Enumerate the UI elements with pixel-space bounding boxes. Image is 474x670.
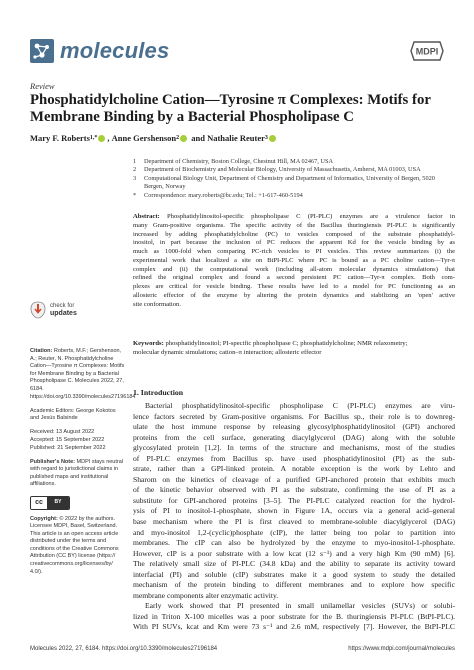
affiliation-item [133,192,453,200]
body-line: With PI SUVs, kcat and Km were 73 s⁻¹ and 2.6 mM, respectively [7]. However, the BtPI-PLC [133,622,455,632]
author-affil-sup: 3 [264,135,268,141]
abstract-line: inositol, in part because the inclusion of PC reduces the apparent Kd for the vesicle binding by as [133,239,455,247]
citation-label: Citation: [30,348,53,354]
body-line: lence factors secreted by Gram-positive organisms. For Bacillus sp., their role is to downreg- [133,411,455,421]
orcid-icon[interactable] [180,135,187,142]
affiliation-number: 1 [133,158,137,165]
body-line: Bacterial phosphatidylinositol-specific phospholipase C (PI-PLC) enzymes are viru- [145,401,455,410]
body-line: substitute for GPI-anchored proteins [3–5]. The PI-PLC catalyzed reaction for the hydrol- [133,495,455,505]
by-icon: BY [47,497,69,509]
abstract-line: site conformation. [133,300,181,308]
publisher-note-label: Publisher's Note: [30,458,76,465]
body-line: The relatively small size of PI-PLC (34.8 kDa) and the ability to separate its activity toward [133,559,455,569]
footer-doi[interactable]: Molecules 2022, 27, 6184. https://doi.org/10.3390/molecules27196184 [30,646,218,652]
citation-block [30,348,136,401]
mdpi-logo-icon [410,40,444,62]
orcid-icon[interactable] [98,135,105,142]
author-affil-sup: 1,* [89,135,98,141]
introduction-text [133,401,455,633]
body-line: interfacial (PI) and soluble (cIP) substrates make it a good system to study the detailed [133,569,455,579]
affiliation-item [133,158,453,166]
published-date: Published: 21 September 2022 [30,444,106,451]
publisher-note [30,459,126,489]
body-line: strate, rather than a GPI-linked protein. A notable exception is the work by Lehto and [133,464,455,474]
abstract-label: Abstract: [133,213,160,220]
abstract [133,213,455,309]
body-line: base mechanism where the PI is first cleaved to membrane-soluble diacylglycerol (DAG) [133,517,455,527]
publisher-note-text: MDPI stays neutral with regard to jurisdictional claims in published maps and institutional affiliations. [30,458,124,488]
body-line: membrane components alter enzymatic activity. [133,590,279,600]
body-line: ulate the host immune response by releasing glycosylphosphatidylinositol (GPI) anchored [133,422,455,432]
cc-icon: cc [31,497,47,509]
author-name[interactable]: Anne Gershenson [111,133,177,143]
article-type: Review [30,81,55,91]
check-for-updates[interactable] [30,301,77,319]
editors-text: George Kokotos and Jesús Balsinde [30,407,116,422]
correspondence-text[interactable]: Correspondence: mary.roberts@bc.edu; Tel.: +1-617-460-5194 [144,191,303,199]
accepted-date: Accepted: 15 September 2022 [30,436,105,443]
affiliation-text: Computational Biology Unit, Department of Chemistry and Department of Informatics, University of Bergen, 5020 Bergen, Norway [144,174,435,191]
body-line: However, cIP is a poor substrate with a low kcat (12 s⁻¹) and a very high Km (90 mM) [6]. [133,548,455,558]
body-line: Early work showed that PI presented in small unilamellar vesicles (SUVs) or solubi- [145,601,455,611]
updates-line-bold: updates [50,310,77,317]
abstract-line: increased by adding phosphatidylcholine (PC) to vesicles composed of the substrate phosphatidyl- [133,230,455,238]
body-line: glycosylated protein [1,2]. In terms of the structure and mechanisms, most of the studies [133,443,455,453]
article-info-sidebar [30,348,136,583]
keywords-line: molecular dynamic simulations; cation–π interaction; allosteric effector [133,348,322,356]
section-heading: 1. Introduction [133,388,184,397]
orcid-icon[interactable] [269,135,276,142]
author-list: Mary F. Roberts 1,* , Anne Gershenson 2 and Nathalie Reuter 3 [30,133,278,143]
body-line: of PI-PLC enzymes from Bacillus sp. have used phosphatidylinositol (PI) as the sub- [133,453,455,463]
body-line: of the kinetic behavior observed with PI as the substrate, confirming the use of PI as a [133,485,455,495]
affiliation-number: * [133,191,137,199]
updates-line: check for [50,303,75,309]
author-name[interactable]: Nathalie Reuter [207,133,265,143]
affiliation-item [133,175,453,192]
body-line: Sharom on the kinetics of cleavage of a purified GPI-anchored protein that exhibits much [133,474,455,484]
page-footer [30,646,455,652]
abstract-line: complex and (ii) the computational work (including all-atom molecular dynamics simulations) that [133,265,455,273]
copyright-text: © 2022 by the authors. Licensee MDPI, Basel, Switzerland. This article is an open access article distributed under the terms and conditions of the Creative Commons Attribution (CC BY) license (https:// creativecommons.org/licenses/by/ 4.0/). [30,515,119,575]
affiliation-item [133,166,453,174]
journal-header [30,38,169,64]
journal-name: molecules [60,38,170,63]
editors-block [30,408,126,423]
body-line: membranes. The cIP can also be hydrolyzed by the enzyme to myo-inositol-1-phosphate. [133,538,455,548]
keywords [133,340,455,358]
abstract-line: plexes are critical for vesicle binding. These results have led to a model for PC functioning as an [133,283,455,290]
keywords-line: phosphatidylinositol; PI-specific phospholipase C; phosphatidylcholine; NMR relaxometry; [165,340,408,347]
affiliation-number: 2 [133,166,137,174]
molecules-logo-icon [30,39,54,63]
body-line: lized in Triton X-100 micelles was a poor substrate for the B. thuringiensis PI-PLC (BtPI-PLC). [133,611,455,621]
body-line: ysis of PI to inositol-1-phosphate, shown in Figure 1A, occurs via a general acid–general [133,506,455,516]
affiliation-text: Department of Biochemistry and Molecular Biology, University of Massachusetts, Amherst, MA 01003, USA [144,166,421,174]
abstract-line: much as 1000-fold when comparing PC-rich vesicles to PI vesicles. This review summarizes (i) the [133,248,455,255]
citation-text[interactable]: Roberts, M.F.; Gershenson, A.; Reuter, N. Phosphatidylcholine Cation—Tyrosine π Complexes: Motifs for Membrane Binding by a Bacterial Phospholipase C. Molecules 2022, 27, 6184. https://doi.org/10.3390/molecules27196184 [30,348,136,400]
author-affil-sup: 2 [176,135,180,141]
author-connector: and [191,133,205,143]
affiliations [133,158,453,200]
cc-by-license-badge[interactable] [30,496,70,510]
footer-journal-url[interactable]: https://www.mdpi.com/journal/molecules [348,646,455,652]
abstract-line: many Gram-positive organisms. The specific activity of the Bacillus thuringiensis PI-PLC is significantly [133,221,455,229]
keywords-label: Keywords: [133,340,164,347]
body-line: mechanism of the protein binding to different membranes and to explore how specific [133,580,455,590]
body-line: proteins from the cell surface, generating diacylglycerol (DAG) along with the soluble [133,432,455,442]
body-line: and myo-inositol 1,2-(cyclic)phosphate (cIP), the latter being too polar to partition into [133,527,455,537]
dates-block [30,429,126,452]
received-date: Received: 13 August 2022 [30,429,95,436]
editors-label: Academic Editors: [30,407,75,414]
abstract-line: Abstract: Phosphatidylinositol-specific phospholipase C (PI-PLC) enzymes are a virulence factor in [133,213,455,220]
check-updates-icon [30,301,46,319]
copyright-block [30,516,126,577]
affiliation-text: Department of Chemistry, Boston College, Chestnut Hill, MA 02467, USA [144,158,334,165]
author-name[interactable]: Mary F. Roberts [30,133,90,143]
affiliation-number: 3 [133,174,137,182]
svg-text:MDPI: MDPI [415,46,439,57]
copyright-label: Copyright: [30,515,58,522]
abstract-line: experimental work that localized a site on BtPI-PLC where PC is bound as a PC choline cation—Tyr-π [133,256,455,264]
abstract-line: refined the original complex and found a second persistent PC cation—Tyr-π complex. Both com- [133,274,455,282]
article-title: Phosphatidylcholine Cation—Tyrosine π Complexes: Motifs for Membrane Binding by a Bacterial Phospholipase C [30,92,431,125]
abstract-line: allosteric effector of the enzyme by altering the protein dynamics and stabilizing an 'open' active [133,291,455,299]
